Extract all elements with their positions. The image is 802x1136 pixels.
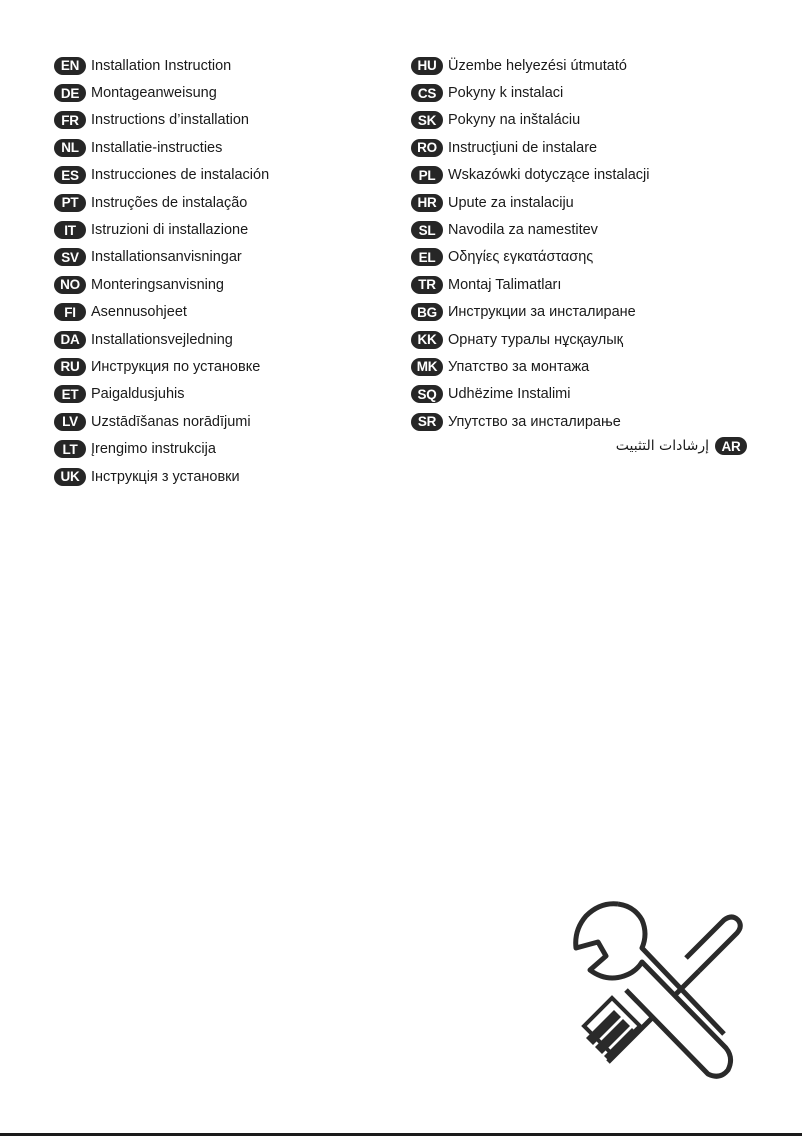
language-code-badge: EL bbox=[411, 248, 443, 266]
language-item-ar bbox=[616, 437, 747, 455]
language-code-badge: SK bbox=[411, 111, 443, 129]
language-title: Monteringsanvisning bbox=[91, 276, 224, 293]
language-code-badge: HR bbox=[411, 194, 443, 212]
language-item-cs bbox=[411, 79, 649, 106]
language-item-mk bbox=[411, 353, 649, 380]
language-item-et bbox=[54, 381, 269, 408]
language-list-left bbox=[54, 52, 269, 490]
language-title: Montaj Talimatları bbox=[448, 276, 562, 293]
language-item-it bbox=[54, 216, 269, 243]
language-title: Udhëzime Instalimi bbox=[448, 386, 571, 403]
language-item-da bbox=[54, 326, 269, 353]
language-title: Pokyny k instalaci bbox=[448, 85, 564, 102]
language-code-badge: NO bbox=[54, 276, 86, 294]
language-item-sl bbox=[411, 216, 649, 243]
language-item-nl bbox=[54, 134, 269, 161]
language-title: Упутство за инсталирање bbox=[448, 413, 621, 430]
language-item-en bbox=[54, 52, 269, 79]
language-code-badge: CS bbox=[411, 84, 443, 102]
language-title: Įrengimo instrukcija bbox=[91, 441, 216, 458]
language-code-badge: AR bbox=[715, 437, 747, 455]
language-item-fr bbox=[54, 107, 269, 134]
language-code-badge: FI bbox=[54, 303, 86, 321]
language-code-badge: FR bbox=[54, 111, 86, 129]
language-title: Navodila za namestitev bbox=[448, 222, 598, 239]
language-item-ru bbox=[54, 353, 269, 380]
language-code-badge: KK bbox=[411, 331, 443, 349]
language-title: Installationsanvisningar bbox=[91, 249, 242, 266]
language-item-sv bbox=[54, 244, 269, 271]
language-code-badge: UK bbox=[54, 468, 86, 486]
language-title: Installationsvejledning bbox=[91, 331, 233, 348]
language-item-pt bbox=[54, 189, 269, 216]
language-title: Упатство за монтажа bbox=[448, 358, 590, 375]
language-title: Installatie-instructies bbox=[91, 139, 223, 156]
language-code-badge: LV bbox=[54, 413, 86, 431]
language-title: إرشادات التثبيت bbox=[615, 438, 709, 454]
language-item-no bbox=[54, 271, 269, 298]
language-title: Installation Instruction bbox=[91, 57, 232, 74]
language-item-kk bbox=[411, 326, 649, 353]
language-list-right bbox=[411, 52, 649, 435]
language-title: Montageanweisung bbox=[91, 85, 217, 102]
language-code-badge: LT bbox=[54, 440, 86, 458]
language-code-badge: SR bbox=[411, 413, 443, 431]
language-title: Инструкции за инсталиране bbox=[448, 304, 636, 321]
language-item-pl bbox=[411, 162, 649, 189]
language-title: Орнату туралы нұсқаулық bbox=[448, 331, 624, 348]
language-item-sq bbox=[411, 381, 649, 408]
language-code-badge: HU bbox=[411, 57, 443, 75]
language-item-lv bbox=[54, 408, 269, 435]
language-item-bg bbox=[411, 299, 649, 326]
language-title: Istruzioni di installazione bbox=[91, 222, 249, 239]
language-code-badge: ET bbox=[54, 385, 86, 403]
language-code-badge: PL bbox=[411, 166, 443, 184]
language-title: Uzstādīšanas norādījumi bbox=[91, 413, 251, 430]
language-title: Asennusohjeet bbox=[91, 304, 187, 321]
language-item-fi bbox=[54, 299, 269, 326]
language-item-de bbox=[54, 79, 269, 106]
language-item-es bbox=[54, 162, 269, 189]
language-code-badge: DA bbox=[54, 331, 86, 349]
language-item-sk bbox=[411, 107, 649, 134]
language-code-badge: ES bbox=[54, 166, 86, 184]
language-title: Instruções de instalação bbox=[91, 194, 248, 211]
language-item-ro bbox=[411, 134, 649, 161]
language-code-badge: SV bbox=[54, 248, 86, 266]
language-code-badge: PT bbox=[54, 194, 86, 212]
language-code-badge: RO bbox=[411, 139, 443, 157]
language-title: Instrucţiuni de instalare bbox=[448, 139, 598, 156]
language-title: Wskazówki dotyczące instalacji bbox=[448, 167, 650, 184]
language-code-badge: EN bbox=[54, 57, 86, 75]
language-title: Paigaldusjuhis bbox=[91, 386, 185, 403]
wrench-screwdriver-icon bbox=[566, 898, 748, 1088]
language-item-el bbox=[411, 244, 649, 271]
language-title: Üzembe helyezési útmutató bbox=[448, 57, 627, 74]
language-title: Οδηγίες εγκατάστασης bbox=[448, 249, 594, 266]
language-item-uk bbox=[54, 463, 269, 490]
language-title: Інструкція з установки bbox=[91, 468, 240, 485]
language-code-badge: NL bbox=[54, 139, 86, 157]
language-code-badge: IT bbox=[54, 221, 86, 239]
language-item-hu bbox=[411, 52, 649, 79]
language-code-badge: RU bbox=[54, 358, 86, 376]
language-item-tr bbox=[411, 271, 649, 298]
language-code-badge: TR bbox=[411, 276, 443, 294]
language-item-lt bbox=[54, 435, 269, 462]
language-code-badge: BG bbox=[411, 303, 443, 321]
language-title: Pokyny na inštaláciu bbox=[448, 112, 581, 129]
language-code-badge: DE bbox=[54, 84, 86, 102]
language-code-badge: SL bbox=[411, 221, 443, 239]
language-item-hr bbox=[411, 189, 649, 216]
language-title: Instructions d’installation bbox=[91, 112, 249, 129]
language-title: Instrucciones de instalación bbox=[91, 167, 270, 184]
language-code-badge: MK bbox=[411, 358, 443, 376]
language-title: Upute za instalaciju bbox=[448, 194, 574, 211]
language-title: Инструкция по установке bbox=[91, 358, 261, 375]
language-item-sr bbox=[411, 408, 649, 435]
language-code-badge: SQ bbox=[411, 385, 443, 403]
